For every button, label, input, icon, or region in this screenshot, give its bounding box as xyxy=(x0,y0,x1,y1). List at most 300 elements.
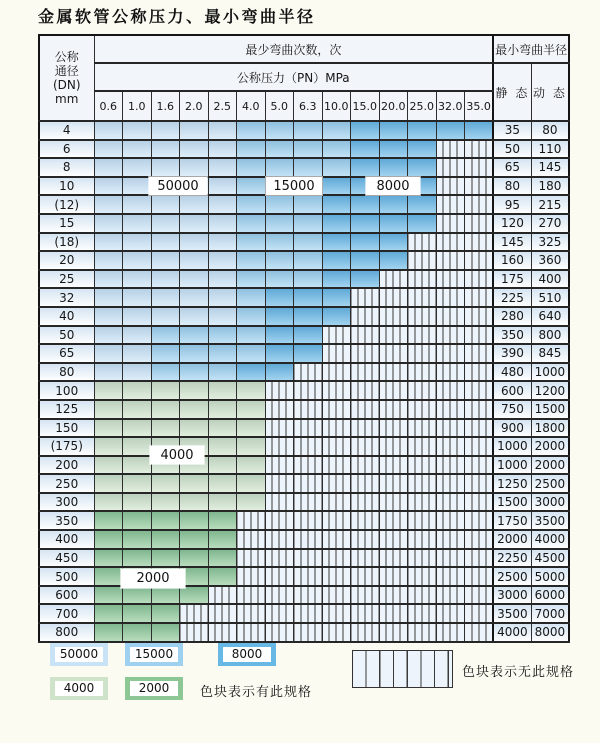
dynamic-radius-value: 845 xyxy=(531,344,569,363)
spec-cell xyxy=(465,400,494,419)
dynamic-radius-value: 6000 xyxy=(531,586,569,605)
spec-cell xyxy=(436,586,465,605)
table-row xyxy=(39,363,569,382)
pressure-value-header: 5.0 xyxy=(265,91,294,121)
spec-cell xyxy=(322,493,351,512)
spec-cell xyxy=(180,400,209,419)
legend-swatch-label: 8000 xyxy=(223,647,271,662)
spec-cell xyxy=(465,586,494,605)
spec-cell xyxy=(294,307,323,326)
spec-cell xyxy=(408,586,437,605)
pressure-value-header: 4.0 xyxy=(237,91,266,121)
spec-cell xyxy=(237,381,266,400)
spec-cell xyxy=(465,158,494,177)
spec-cell xyxy=(379,233,408,252)
spec-cell xyxy=(379,549,408,568)
table-row xyxy=(39,121,569,140)
dn-label: 250 xyxy=(39,474,94,493)
legend-swatch xyxy=(50,677,108,700)
spec-cell xyxy=(294,233,323,252)
spec-cell xyxy=(379,307,408,326)
spec-cell xyxy=(180,549,209,568)
spec-cell xyxy=(294,623,323,642)
dynamic-radius-value: 360 xyxy=(531,251,569,270)
spec-cell xyxy=(180,326,209,345)
spec-cell xyxy=(351,586,380,605)
spec-cell xyxy=(180,363,209,382)
pressure-value-header: 2.0 xyxy=(180,91,209,121)
spec-cell xyxy=(379,493,408,512)
legend-swatch-label: 15000 xyxy=(130,647,178,662)
legend-swatch-label: 4000 xyxy=(55,681,103,696)
dynamic-radius-value: 400 xyxy=(531,270,569,289)
spec-cell xyxy=(123,623,152,642)
spec-cell xyxy=(379,214,408,233)
table-row xyxy=(39,381,569,400)
table-row xyxy=(39,567,569,586)
dn-label: 600 xyxy=(39,586,94,605)
table-row xyxy=(39,623,569,642)
spec-cell xyxy=(151,140,180,159)
table-row xyxy=(39,530,569,549)
spec-cell xyxy=(294,437,323,456)
spec-cell xyxy=(265,493,294,512)
static-radius-value: 35 xyxy=(493,121,531,140)
spec-cell xyxy=(351,530,380,549)
spec-cell xyxy=(180,121,209,140)
spec-cell xyxy=(265,530,294,549)
pressure-header: 公称压力（PN）MPa xyxy=(94,63,493,91)
static-radius-value: 1250 xyxy=(493,474,531,493)
spec-cell xyxy=(237,270,266,289)
spec-cell xyxy=(237,474,266,493)
spec-cell xyxy=(436,456,465,475)
spec-cell xyxy=(123,214,152,233)
spec-cell xyxy=(408,121,437,140)
spec-cell xyxy=(94,493,123,512)
spec-cell xyxy=(123,549,152,568)
spec-cell xyxy=(351,567,380,586)
spec-cell xyxy=(322,456,351,475)
dn-header-line: mm xyxy=(55,92,79,106)
spec-cell xyxy=(379,586,408,605)
spec-cell xyxy=(208,567,237,586)
spec-cell xyxy=(351,456,380,475)
spec-cell xyxy=(294,214,323,233)
spec-cell xyxy=(208,307,237,326)
spec-cell xyxy=(208,493,237,512)
spec-cell xyxy=(436,307,465,326)
spec-cell xyxy=(265,400,294,419)
spec-cell xyxy=(322,233,351,252)
spec-cell xyxy=(465,344,494,363)
spec-cell xyxy=(294,549,323,568)
dn-label: 4 xyxy=(39,121,94,140)
dynamic-radius-value: 640 xyxy=(531,307,569,326)
table-row xyxy=(39,549,569,568)
spec-cell xyxy=(151,549,180,568)
spec-cell xyxy=(123,307,152,326)
dynamic-radius-value: 1200 xyxy=(531,381,569,400)
cycles-header: 最少弯曲次数，次 xyxy=(94,35,493,63)
spec-cell xyxy=(351,381,380,400)
spec-cell xyxy=(265,586,294,605)
spec-cell xyxy=(151,251,180,270)
spec-cell xyxy=(294,363,323,382)
spec-cell xyxy=(265,140,294,159)
static-radius-value: 80 xyxy=(493,177,531,196)
spec-cell xyxy=(237,456,266,475)
spec-cell xyxy=(180,214,209,233)
spec-cell xyxy=(151,158,180,177)
dn-label: 8 xyxy=(39,158,94,177)
spec-cell xyxy=(322,251,351,270)
spec-cell xyxy=(379,437,408,456)
spec-cell xyxy=(151,474,180,493)
spec-cell xyxy=(123,437,152,456)
spec-cell xyxy=(237,195,266,214)
dynamic-radius-value: 325 xyxy=(531,233,569,252)
dn-label: 500 xyxy=(39,567,94,586)
dynamic-radius-value: 1000 xyxy=(531,363,569,382)
spec-cell xyxy=(408,493,437,512)
table-row xyxy=(39,400,569,419)
spec-cell xyxy=(379,530,408,549)
spec-cell xyxy=(408,381,437,400)
spec-cell xyxy=(408,140,437,159)
legend-swatch-label: 50000 xyxy=(55,647,103,662)
dn-label: (175) xyxy=(39,437,94,456)
spec-cell xyxy=(322,586,351,605)
spec-cell xyxy=(151,530,180,549)
spec-cell xyxy=(465,604,494,623)
spec-cell xyxy=(208,623,237,642)
dn-label: 50 xyxy=(39,326,94,345)
spec-cell xyxy=(351,251,380,270)
spec-cell xyxy=(379,623,408,642)
dn-label: 300 xyxy=(39,493,94,512)
spec-cell xyxy=(351,307,380,326)
spec-cell xyxy=(436,140,465,159)
table-row xyxy=(39,140,569,159)
spec-cell xyxy=(237,326,266,345)
spec-cell xyxy=(208,474,237,493)
table-row xyxy=(39,214,569,233)
spec-cell xyxy=(123,456,152,475)
dynamic-radius-value: 215 xyxy=(531,195,569,214)
spec-cell xyxy=(94,158,123,177)
pressure-value-header: 32.0 xyxy=(436,91,465,121)
spec-cell xyxy=(465,530,494,549)
dynamic-radius-value: 1500 xyxy=(531,400,569,419)
spec-cell xyxy=(408,474,437,493)
spec-cell xyxy=(408,251,437,270)
pressure-value-header: 15.0 xyxy=(351,91,380,121)
spec-cell xyxy=(94,549,123,568)
spec-cell xyxy=(436,288,465,307)
spec-cell xyxy=(94,400,123,419)
spec-cell xyxy=(94,270,123,289)
spec-cell xyxy=(322,195,351,214)
legend-swatch-label: 2000 xyxy=(130,681,178,696)
spec-cell xyxy=(180,158,209,177)
spec-cell xyxy=(237,549,266,568)
spec-cell xyxy=(322,121,351,140)
spec-cell xyxy=(294,586,323,605)
spec-cell xyxy=(94,251,123,270)
spec-cell xyxy=(436,121,465,140)
spec-cell xyxy=(436,251,465,270)
spec-cell xyxy=(208,288,237,307)
spec-cell xyxy=(408,567,437,586)
spec-cell xyxy=(351,233,380,252)
spec-cell xyxy=(379,604,408,623)
spec-cell xyxy=(351,326,380,345)
static-column-header: 静 态 xyxy=(493,63,531,121)
spec-cell xyxy=(151,121,180,140)
spec-cell xyxy=(265,288,294,307)
spec-cell xyxy=(94,214,123,233)
spec-cell xyxy=(123,419,152,438)
spec-cell xyxy=(151,604,180,623)
spec-cell xyxy=(265,363,294,382)
spec-cell xyxy=(208,140,237,159)
spec-cell xyxy=(123,121,152,140)
spec-cell xyxy=(408,363,437,382)
static-radius-value: 120 xyxy=(493,214,531,233)
spec-cell xyxy=(237,307,266,326)
spec-cell xyxy=(94,530,123,549)
spec-cell xyxy=(408,437,437,456)
legend-note-unavailable: 色块表示无此规格 xyxy=(462,665,575,680)
spec-cell xyxy=(379,326,408,345)
spec-cell xyxy=(151,400,180,419)
spec-cell xyxy=(436,270,465,289)
spec-cell xyxy=(94,474,123,493)
spec-cell xyxy=(94,604,123,623)
spec-cell xyxy=(94,567,123,586)
spec-cell xyxy=(94,363,123,382)
spec-cell xyxy=(151,381,180,400)
table-row xyxy=(39,437,569,456)
spec-cell xyxy=(436,474,465,493)
static-radius-value: 350 xyxy=(493,326,531,345)
spec-cell xyxy=(351,363,380,382)
dn-label: 100 xyxy=(39,381,94,400)
table-row xyxy=(39,511,569,530)
spec-cell xyxy=(436,158,465,177)
spec-cell xyxy=(237,233,266,252)
spec-cell xyxy=(408,549,437,568)
table-row xyxy=(39,493,569,512)
pressure-value-header: 2.5 xyxy=(208,91,237,121)
legend-swatch xyxy=(218,643,276,666)
spec-cell xyxy=(351,604,380,623)
table-row xyxy=(39,344,569,363)
spec-cell xyxy=(265,604,294,623)
spec-cell xyxy=(237,251,266,270)
dn-label: 20 xyxy=(39,251,94,270)
spec-cell xyxy=(465,363,494,382)
spec-cell xyxy=(237,419,266,438)
spec-cell xyxy=(94,195,123,214)
dn-label: 200 xyxy=(39,456,94,475)
spec-cell xyxy=(351,140,380,159)
dynamic-radius-value: 180 xyxy=(531,177,569,196)
spec-cell xyxy=(151,363,180,382)
dn-label: (12) xyxy=(39,195,94,214)
dn-label: 450 xyxy=(39,549,94,568)
spec-cell xyxy=(123,530,152,549)
spec-cell xyxy=(123,326,152,345)
spec-cell xyxy=(151,307,180,326)
dn-label: 800 xyxy=(39,623,94,642)
static-radius-value: 95 xyxy=(493,195,531,214)
spec-cell xyxy=(465,288,494,307)
legend-swatch xyxy=(50,643,108,666)
dynamic-radius-value: 4000 xyxy=(531,530,569,549)
spec-cell xyxy=(351,158,380,177)
spec-cell xyxy=(408,456,437,475)
spec-cell xyxy=(123,511,152,530)
spec-cell xyxy=(265,474,294,493)
spec-cell xyxy=(436,326,465,345)
spec-cell xyxy=(379,140,408,159)
spec-cell xyxy=(351,400,380,419)
spec-cell xyxy=(294,456,323,475)
spec-cell xyxy=(465,121,494,140)
cycle-count-label: 2000 xyxy=(121,569,185,588)
spec-cell xyxy=(94,381,123,400)
dn-label: 10 xyxy=(39,177,94,196)
spec-cell xyxy=(265,251,294,270)
static-radius-value: 900 xyxy=(493,419,531,438)
spec-cell xyxy=(151,511,180,530)
spec-cell xyxy=(180,251,209,270)
pressure-value-header: 10.0 xyxy=(322,91,351,121)
spec-cell xyxy=(408,326,437,345)
spec-cell xyxy=(265,419,294,438)
spec-cell xyxy=(208,400,237,419)
spec-cell xyxy=(94,121,123,140)
spec-cell xyxy=(465,623,494,642)
spec-cell xyxy=(322,530,351,549)
spec-cell xyxy=(351,549,380,568)
spec-cell xyxy=(237,623,266,642)
spec-cell xyxy=(237,344,266,363)
spec-cell xyxy=(180,493,209,512)
spec-cell xyxy=(322,400,351,419)
spec-cell xyxy=(322,177,351,196)
spec-cell xyxy=(123,233,152,252)
cycle-count-label: 4000 xyxy=(150,446,204,464)
spec-cell xyxy=(379,270,408,289)
table-row xyxy=(39,288,569,307)
spec-cell xyxy=(351,474,380,493)
spec-table xyxy=(38,34,570,643)
static-radius-value: 1000 xyxy=(493,456,531,475)
spec-cell xyxy=(408,344,437,363)
table-row xyxy=(39,195,569,214)
spec-cell xyxy=(294,567,323,586)
spec-cell xyxy=(379,288,408,307)
spec-cell xyxy=(322,363,351,382)
spec-cell xyxy=(436,493,465,512)
spec-cell xyxy=(208,195,237,214)
spec-cell xyxy=(351,195,380,214)
spec-cell xyxy=(322,623,351,642)
spec-cell xyxy=(408,530,437,549)
dn-label: 65 xyxy=(39,344,94,363)
spec-cell xyxy=(379,456,408,475)
dn-column-header xyxy=(39,35,94,121)
spec-cell xyxy=(322,288,351,307)
spec-cell xyxy=(237,493,266,512)
spec-cell xyxy=(322,307,351,326)
spec-cell xyxy=(351,270,380,289)
spec-cell xyxy=(294,270,323,289)
spec-cell xyxy=(180,344,209,363)
spec-cell xyxy=(208,604,237,623)
spec-cell xyxy=(322,604,351,623)
spec-cell xyxy=(237,400,266,419)
dynamic-radius-value: 3500 xyxy=(531,511,569,530)
static-radius-value: 175 xyxy=(493,270,531,289)
radius-header: 最小弯曲半径 xyxy=(493,35,569,63)
spec-cell xyxy=(123,493,152,512)
spec-cell xyxy=(208,251,237,270)
spec-cell xyxy=(208,233,237,252)
spec-cell xyxy=(322,344,351,363)
page-title: 金属软管公称压力、最小弯曲半径 xyxy=(38,7,316,26)
spec-cell xyxy=(351,214,380,233)
spec-cell xyxy=(123,400,152,419)
spec-cell xyxy=(151,214,180,233)
dn-label: 350 xyxy=(39,511,94,530)
spec-cell xyxy=(265,511,294,530)
spec-cell xyxy=(294,251,323,270)
spec-cell xyxy=(151,270,180,289)
spec-cell xyxy=(208,344,237,363)
dn-header-line: (DN) xyxy=(52,78,81,92)
static-radius-value: 600 xyxy=(493,381,531,400)
spec-cell xyxy=(237,511,266,530)
spec-cell xyxy=(379,400,408,419)
dynamic-radius-value: 8000 xyxy=(531,623,569,642)
dn-header-line: 公称 xyxy=(54,50,79,64)
spec-cell xyxy=(123,177,152,196)
spec-cell xyxy=(151,233,180,252)
spec-cell xyxy=(294,419,323,438)
static-radius-value: 1500 xyxy=(493,493,531,512)
spec-cell xyxy=(351,344,380,363)
spec-cell xyxy=(208,214,237,233)
spec-cell xyxy=(465,419,494,438)
spec-cell xyxy=(208,177,237,196)
static-radius-value: 750 xyxy=(493,400,531,419)
dynamic-radius-value: 2000 xyxy=(531,456,569,475)
spec-cell xyxy=(465,195,494,214)
spec-cell xyxy=(465,140,494,159)
dn-label: 6 xyxy=(39,140,94,159)
static-radius-value: 160 xyxy=(493,251,531,270)
pressure-radius-table xyxy=(38,34,570,643)
spec-cell xyxy=(208,437,237,456)
spec-cell xyxy=(208,530,237,549)
spec-cell xyxy=(294,121,323,140)
spec-cell xyxy=(265,121,294,140)
dynamic-radius-value: 2500 xyxy=(531,474,569,493)
